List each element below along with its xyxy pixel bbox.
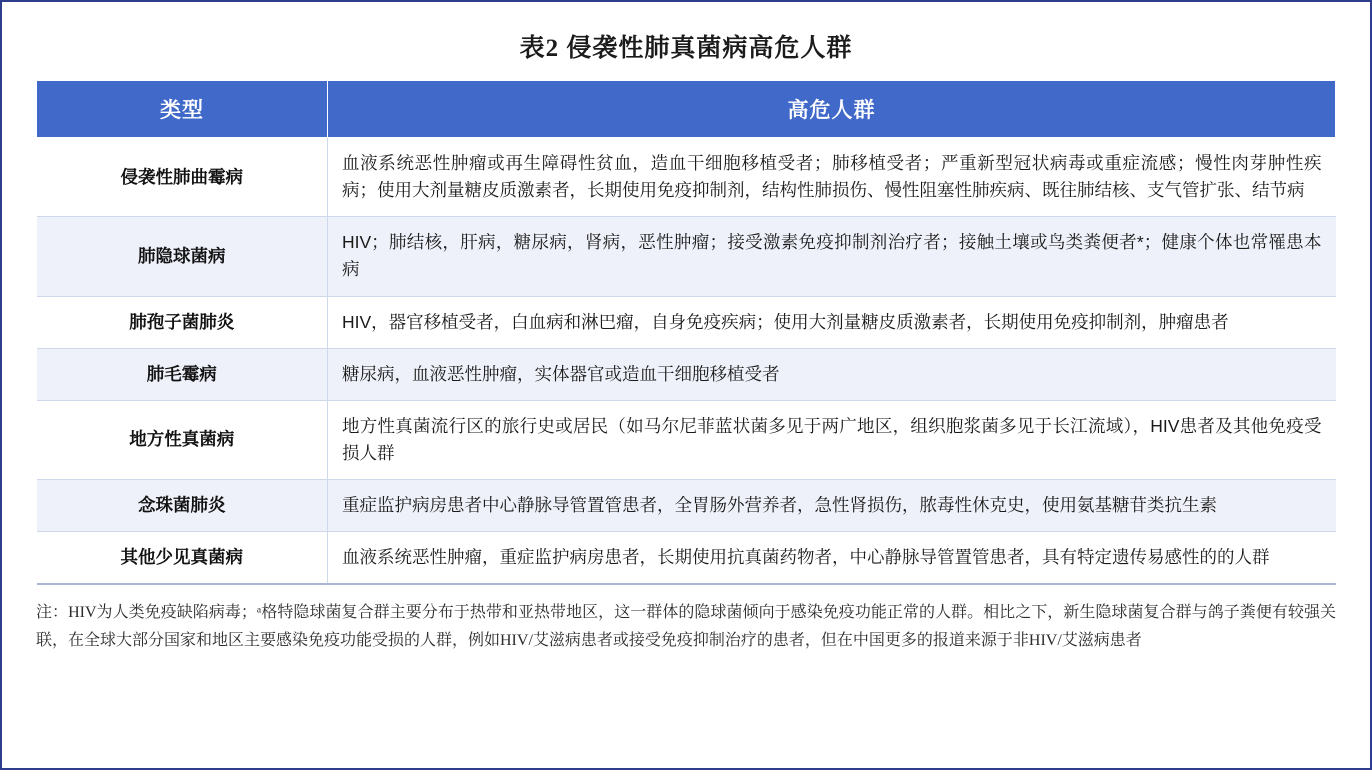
- cell-group: HIV；肺结核，肝病，糖尿病，肾病，恶性肿瘤；接受激素免疫抑制剂治疗者；接触土壤或鸟类粪便者*；健康个体也常罹患本病: [328, 217, 1336, 296]
- table-footnote: 注：HIV为人类免疫缺陷病毒；ᵃ格特隐球菌复合群主要分布于热带和亚热带地区，这一群体的隐球菌倾向于感染免疫功能正常的人群。相比之下，新生隐球菌复合群与鸽子粪便有较强关联，在全球大部分国家和地区主要感染免疫功能受损的人群，例如HIV/艾滋病患者或接受免疫抑制治疗的患者，但在中国更多的报道来源于非HIV/艾滋病患者: [36, 604, 1336, 650]
- cell-group: 重症监护病房患者中心静脉导管置管患者，全胃肠外营养者，急性肾损伤，脓毒性休克史，使用氨基糖苷类抗生素: [328, 480, 1336, 532]
- cell-group: 血液系统恶性肿瘤或再生障碍性贫血，造血干细胞移植受者；肺移植受者；严重新型冠状病毒或重症流感；慢性肉芽肿性疾病；使用大剂量糖皮质激素者，长期使用免疫抑制剂，结构性肺损伤、慢性阻塞性肺疾病、既往肺结核、支气管扩张、结节病: [328, 138, 1336, 217]
- cell-type: 侵袭性肺曲霉病: [37, 138, 328, 217]
- cell-type: 肺毛霉病: [37, 348, 328, 400]
- risk-population-table: [36, 80, 1336, 585]
- table-row: [37, 217, 1336, 296]
- table-row: [37, 138, 1336, 217]
- cell-group: 地方性真菌流行区的旅行史或居民（如马尔尼菲蓝状菌多见于两广地区，组织胞浆菌多见于长江流域），HIV患者及其他免疫受损人群: [328, 400, 1336, 479]
- table-row: [37, 480, 1336, 532]
- column-header-group: 高危人群: [328, 81, 1336, 138]
- table-head: [37, 81, 1336, 138]
- cell-type: 肺隐球菌病: [37, 217, 328, 296]
- table-body: [37, 138, 1336, 585]
- table-row: [37, 296, 1336, 348]
- table-header-row: [37, 81, 1336, 138]
- cell-group: 糖尿病，血液恶性肿瘤，实体器官或造血干细胞移植受者: [328, 348, 1336, 400]
- table-row: [37, 400, 1336, 479]
- cell-type: 肺孢子菌肺炎: [37, 296, 328, 348]
- cell-group: HIV，器官移植受者，白血病和淋巴瘤，自身免疫疾病；使用大剂量糖皮质激素者，长期使用免疫抑制剂，肿瘤患者: [328, 296, 1336, 348]
- table-row: [37, 532, 1336, 585]
- column-header-type: 类型: [37, 81, 328, 138]
- cell-group: 血液系统恶性肿瘤，重症监护病房患者，长期使用抗真菌药物者，中心静脉导管置管患者，具有特定遗传易感性的的人群: [328, 532, 1336, 585]
- page-title: 表2 侵袭性肺真菌病高危人群: [519, 35, 853, 62]
- cell-type: 地方性真菌病: [37, 400, 328, 479]
- cell-type: 念珠菌肺炎: [37, 480, 328, 532]
- table-row: [37, 348, 1336, 400]
- cell-type: 其他少见真菌病: [37, 532, 328, 585]
